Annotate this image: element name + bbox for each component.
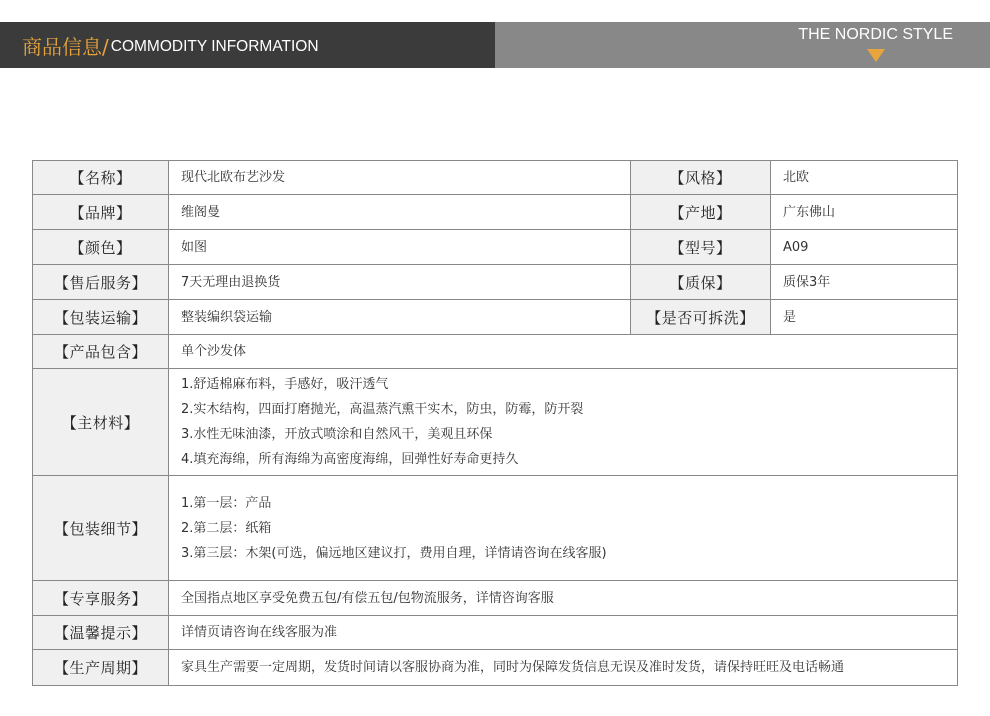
row-label: 【售后服务】 xyxy=(33,265,169,300)
row-value: 7天无理由退换货 xyxy=(169,265,631,300)
section-title xyxy=(22,22,319,68)
row-value: 质保3年 xyxy=(771,265,958,300)
row-label: 【风格】 xyxy=(631,161,771,195)
row-value: 是 xyxy=(771,300,958,335)
row-label: 【生产周期】 xyxy=(33,650,169,686)
list-item: 3.第三层：木架(可选，偏远地区建议打，费用自理，详情请咨询在线客服) xyxy=(181,545,607,561)
table-row xyxy=(33,581,958,616)
list-item: 1.第一层：产品 xyxy=(181,495,272,511)
row-value: 整装编织袋运输 xyxy=(169,300,631,335)
table-row xyxy=(33,265,958,300)
row-value: 维阁曼 xyxy=(169,195,631,230)
row-label: 【名称】 xyxy=(33,161,169,195)
row-label: 【颜色】 xyxy=(33,230,169,265)
list-item: 3.水性无味油漆，开放式喷涂和自然风干，美观且环保 xyxy=(181,427,493,442)
table-row xyxy=(33,161,958,195)
list-item: 2.第二层：纸箱 xyxy=(181,520,272,536)
row-value: 家具生产需要一定周期，发货时间请以客服协商为准，同时为保障发货信息无误及准时发货，请保持旺旺及电话畅通 xyxy=(169,650,958,686)
section-header xyxy=(0,22,990,68)
header-title-panel xyxy=(0,22,495,68)
product-info-table xyxy=(32,160,958,686)
list-item: 4.填充海绵，所有海绵为高密度海绵，回弹性好寿命更持久 xyxy=(181,452,519,467)
list-item: 1.舒适棉麻布料，手感好，吸汗透气 xyxy=(181,377,389,392)
row-value: 全国指点地区享受免费五包/有偿五包/包物流服务，详情咨询客服 xyxy=(169,581,958,616)
row-label: 【专享服务】 xyxy=(33,581,169,616)
row-label: 【包装运输】 xyxy=(33,300,169,335)
row-label: 【产品包含】 xyxy=(33,335,169,369)
row-value: 如图 xyxy=(169,230,631,265)
table-row xyxy=(33,335,958,369)
packaging-list xyxy=(169,476,958,581)
row-value: A09 xyxy=(771,230,958,265)
material-list xyxy=(169,369,958,476)
row-label: 【温馨提示】 xyxy=(33,616,169,650)
list-item: 2.实木结构，四面打磨抛光，高温蒸汽熏干实木，防虫，防霉，防开裂 xyxy=(181,402,584,417)
table-row-material xyxy=(33,369,958,476)
row-label: 【型号】 xyxy=(631,230,771,265)
row-value: 现代北欧布艺沙发 xyxy=(169,161,631,195)
table-row-packaging xyxy=(33,476,958,581)
row-value: 单个沙发体 xyxy=(169,335,958,369)
triangle-down-icon xyxy=(867,49,885,62)
row-label: 【品牌】 xyxy=(33,195,169,230)
row-value: 详情页请咨询在线客服为准 xyxy=(169,616,958,650)
row-label: 【包装细节】 xyxy=(33,476,169,581)
table-row xyxy=(33,616,958,650)
row-label: 【质保】 xyxy=(631,265,771,300)
style-label: THE NORDIC STYLE xyxy=(798,26,953,43)
row-value: 广东佛山 xyxy=(771,195,958,230)
table-row xyxy=(33,230,958,265)
row-label: 【是否可拆洗】 xyxy=(631,300,771,335)
section-title-en: COMMODITY INFORMATION xyxy=(110,38,319,55)
row-label: 【产地】 xyxy=(631,195,771,230)
section-title-zh: 商品信息/ xyxy=(22,34,109,59)
row-label: 【主材料】 xyxy=(33,369,169,476)
table-row xyxy=(33,195,958,230)
table-row xyxy=(33,300,958,335)
row-value: 北欧 xyxy=(771,161,958,195)
table-row xyxy=(33,650,958,686)
